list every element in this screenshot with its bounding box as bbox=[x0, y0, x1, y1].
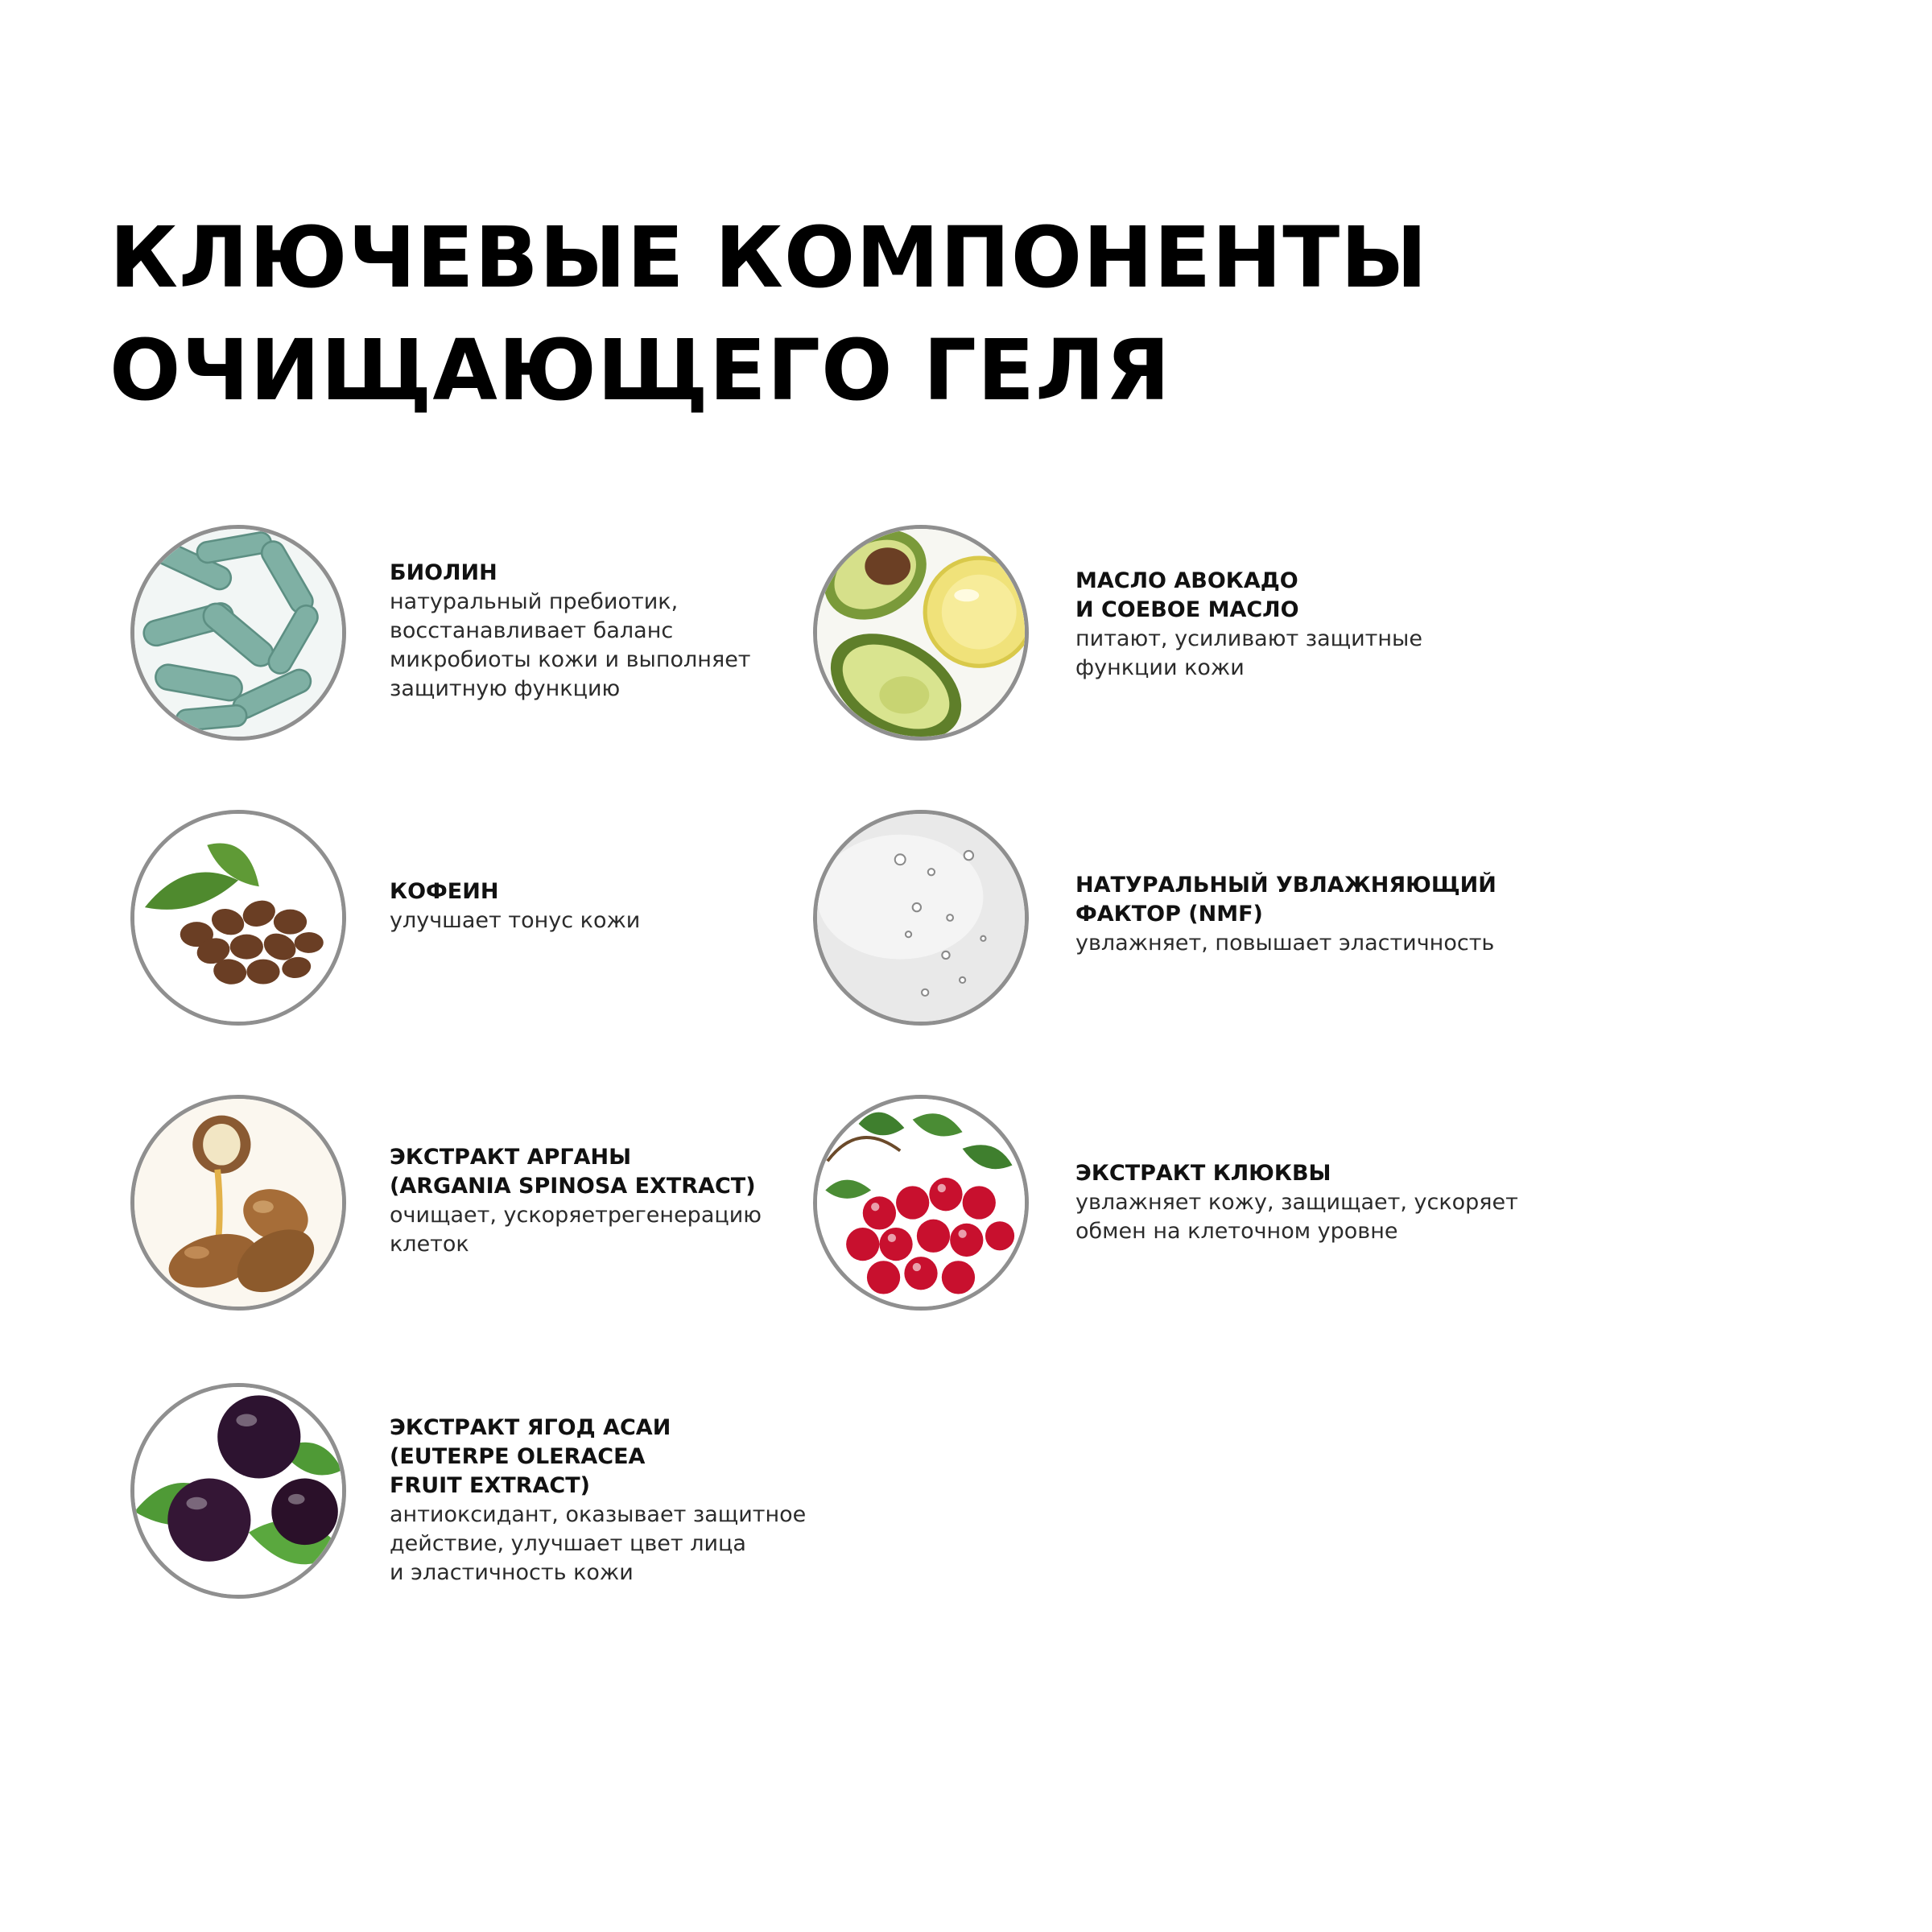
ingredient-text bbox=[1075, 1159, 1526, 1246]
ingredient-text bbox=[390, 1143, 840, 1259]
avocado-oil-icon bbox=[813, 525, 1029, 741]
ingredient-description: антиоксидант, оказывает защитное действие, улучшает цвет лица и эластичность кожи bbox=[390, 1502, 807, 1585]
page-title-line-2: ОЧИЩАЮЩЕГО ГЕЛЯ bbox=[109, 321, 1171, 419]
ingredient-text bbox=[390, 559, 840, 704]
ingredient-name: ЭКСТРАКТ ЯГОД АСАИ (EUTERPE OLERACEA FRUIT EXTRACT) bbox=[390, 1415, 671, 1498]
ingredient-name: КОФЕИН bbox=[390, 879, 499, 904]
cranberry-icon bbox=[813, 1095, 1029, 1311]
ingredient-description: очищает, ускоряетрегенерацию клеток bbox=[390, 1203, 762, 1257]
ingredient-name: ЭКСТРАКТ АРГАНЫ (ARGANIA SPINOSA EXTRACT) bbox=[390, 1145, 756, 1199]
ingredient-name: МАСЛО АВОКАДО И СОЕВОЕ МАСЛО bbox=[1075, 568, 1299, 622]
ingredient-name: НАТУРАЛЬНЫЙ УВЛАЖНЯЮЩИЙ ФАКТОР (NMF) bbox=[1075, 873, 1496, 927]
ingredient-text bbox=[390, 877, 840, 935]
ingredient-description: натуральный пребиотик, восстанавливает баланс микробиоты кожи и выполняет защитную функцию bbox=[390, 589, 751, 701]
ingredient-description: улучшает тонус кожи bbox=[390, 908, 641, 933]
bacteria-icon bbox=[130, 525, 346, 741]
gel-bubbles-icon bbox=[813, 810, 1029, 1026]
ingredient-description: увлажняет кожу, защищает, ускоряет обмен на клеточном уровне bbox=[1075, 1190, 1518, 1244]
ingredient-name: БИОЛИН bbox=[390, 560, 497, 585]
acai-berries-icon bbox=[130, 1383, 346, 1599]
page-title bbox=[109, 201, 1428, 427]
page-title-line-1: КЛЮЧЕВЫЕ КОМПОНЕНТЫ bbox=[109, 208, 1429, 307]
ingredient-text bbox=[1075, 871, 1526, 958]
ingredient-name: ЭКСТРАКТ КЛЮКВЫ bbox=[1075, 1161, 1331, 1186]
ingredient-text bbox=[390, 1414, 840, 1587]
ingredient-text bbox=[1075, 567, 1526, 683]
ingredient-description: увлажняет, повышает эластичность bbox=[1075, 931, 1495, 956]
ingredient-description: питают, усиливают защитные функции кожи bbox=[1075, 626, 1422, 680]
argan-nuts-icon bbox=[130, 1095, 346, 1311]
coffee-beans-icon bbox=[130, 810, 346, 1026]
